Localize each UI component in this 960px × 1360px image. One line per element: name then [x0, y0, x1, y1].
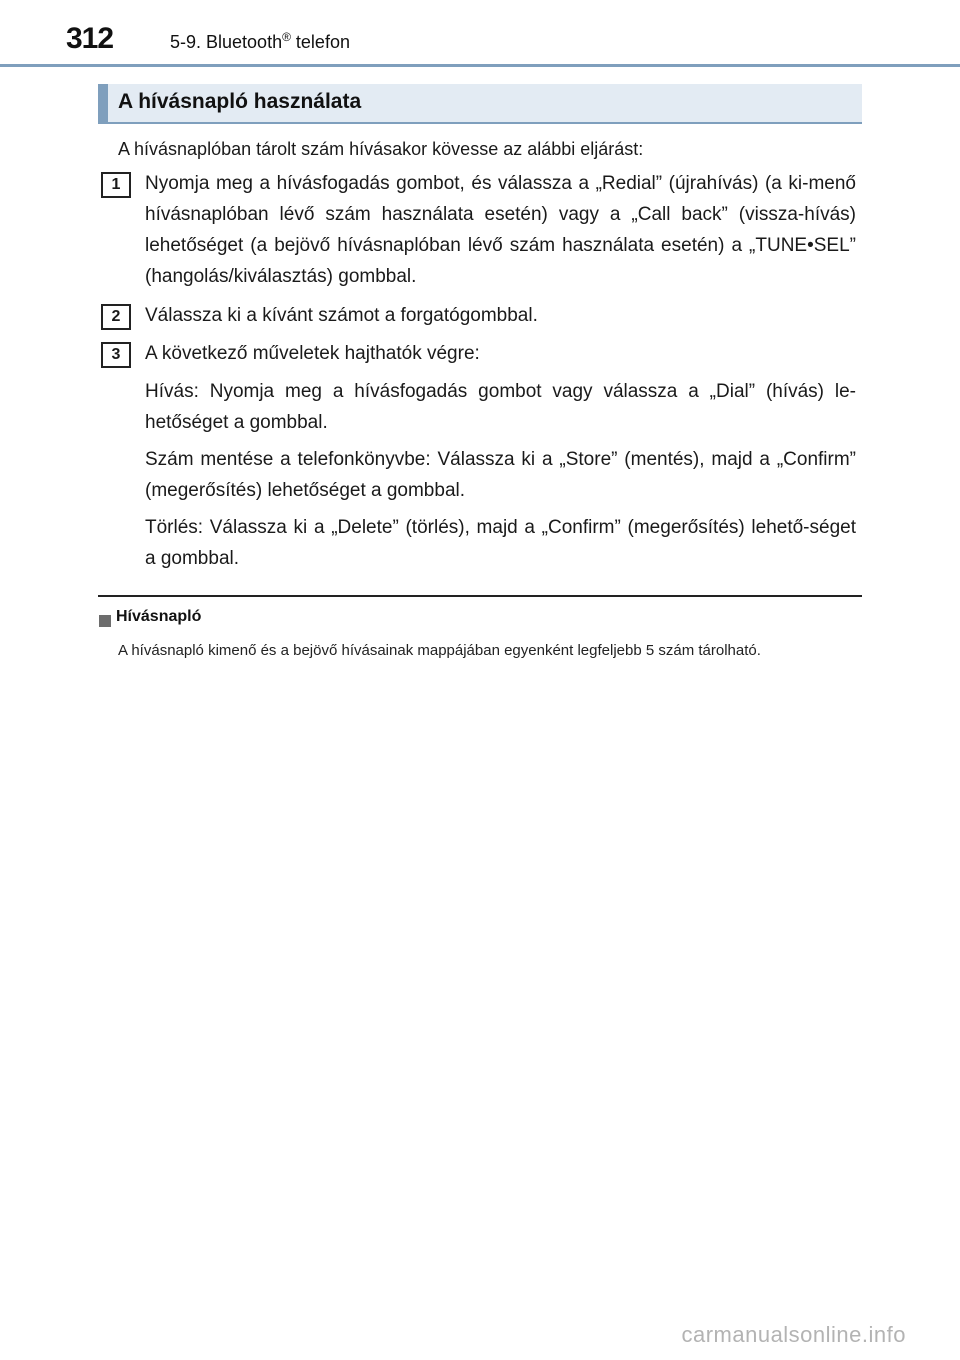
note-text: A hívásnapló kimenő és a bejövő hívásainak mappájában egyenként legfeljebb 5 szám tárolható.	[118, 642, 761, 659]
step-text-2: Válassza ki a kívánt számot a forgatógombbal.	[145, 305, 538, 326]
sub-step-call: Hívás: Nyomja meg a hívásfogadás gombot vagy válassza a „Dial” (hívás) le-hetőséget a gombbal.	[145, 381, 856, 433]
note-title: Hívásnapló	[116, 608, 202, 625]
step-text-3: A következő műveletek hajthatók végre:	[145, 343, 480, 364]
step-number-3: 3	[101, 342, 131, 368]
section-heading-box	[98, 84, 862, 124]
watermark: carmanualsonline.info	[681, 1322, 906, 1347]
intro-text: A hívásnaplóban tárolt szám hívásakor kövesse az alábbi eljárást:	[118, 139, 644, 159]
step-number-2: 2	[101, 304, 131, 330]
note-bullet-icon	[99, 615, 111, 627]
step-number-1: 1	[101, 172, 131, 198]
sub-step-delete: Törlés: Válassza ki a „Delete” (törlés), majd a „Confirm” (megerősítés) lehető-séget a gombbal.	[145, 517, 856, 569]
sub-step-store: Szám mentése a telefonkönyvbe: Válassza ki a „Store” (mentés), majd a „Confirm” (megerősítés) lehetőséget a gombbal.	[145, 449, 856, 501]
step-text-1: Nyomja meg a hívásfogadás gombot, és válassza a „Redial” (újrahívás) (a ki-menő hívásnaplóban lévő szám használata esetén) vagy a „Call back” (vissza-hívás) lehetőséget (a bejövő hívásnaplóban lévő szám használata esetén) a „TUNE•SEL” (hangolás/kiválasztás) gombbal.	[145, 173, 856, 287]
header-rule	[0, 64, 960, 67]
section-title: A hívásnapló használata	[118, 90, 362, 113]
section-accent-bar	[98, 84, 108, 124]
chapter-title-prefix: 5-9. Bluetooth	[170, 32, 283, 52]
section-divider	[98, 595, 862, 597]
page-number: 312	[66, 22, 114, 55]
registered-mark: ®	[282, 30, 291, 44]
page-header	[0, 0, 960, 66]
chapter-title	[170, 30, 350, 53]
chapter-title-suffix: telefon	[290, 32, 350, 52]
